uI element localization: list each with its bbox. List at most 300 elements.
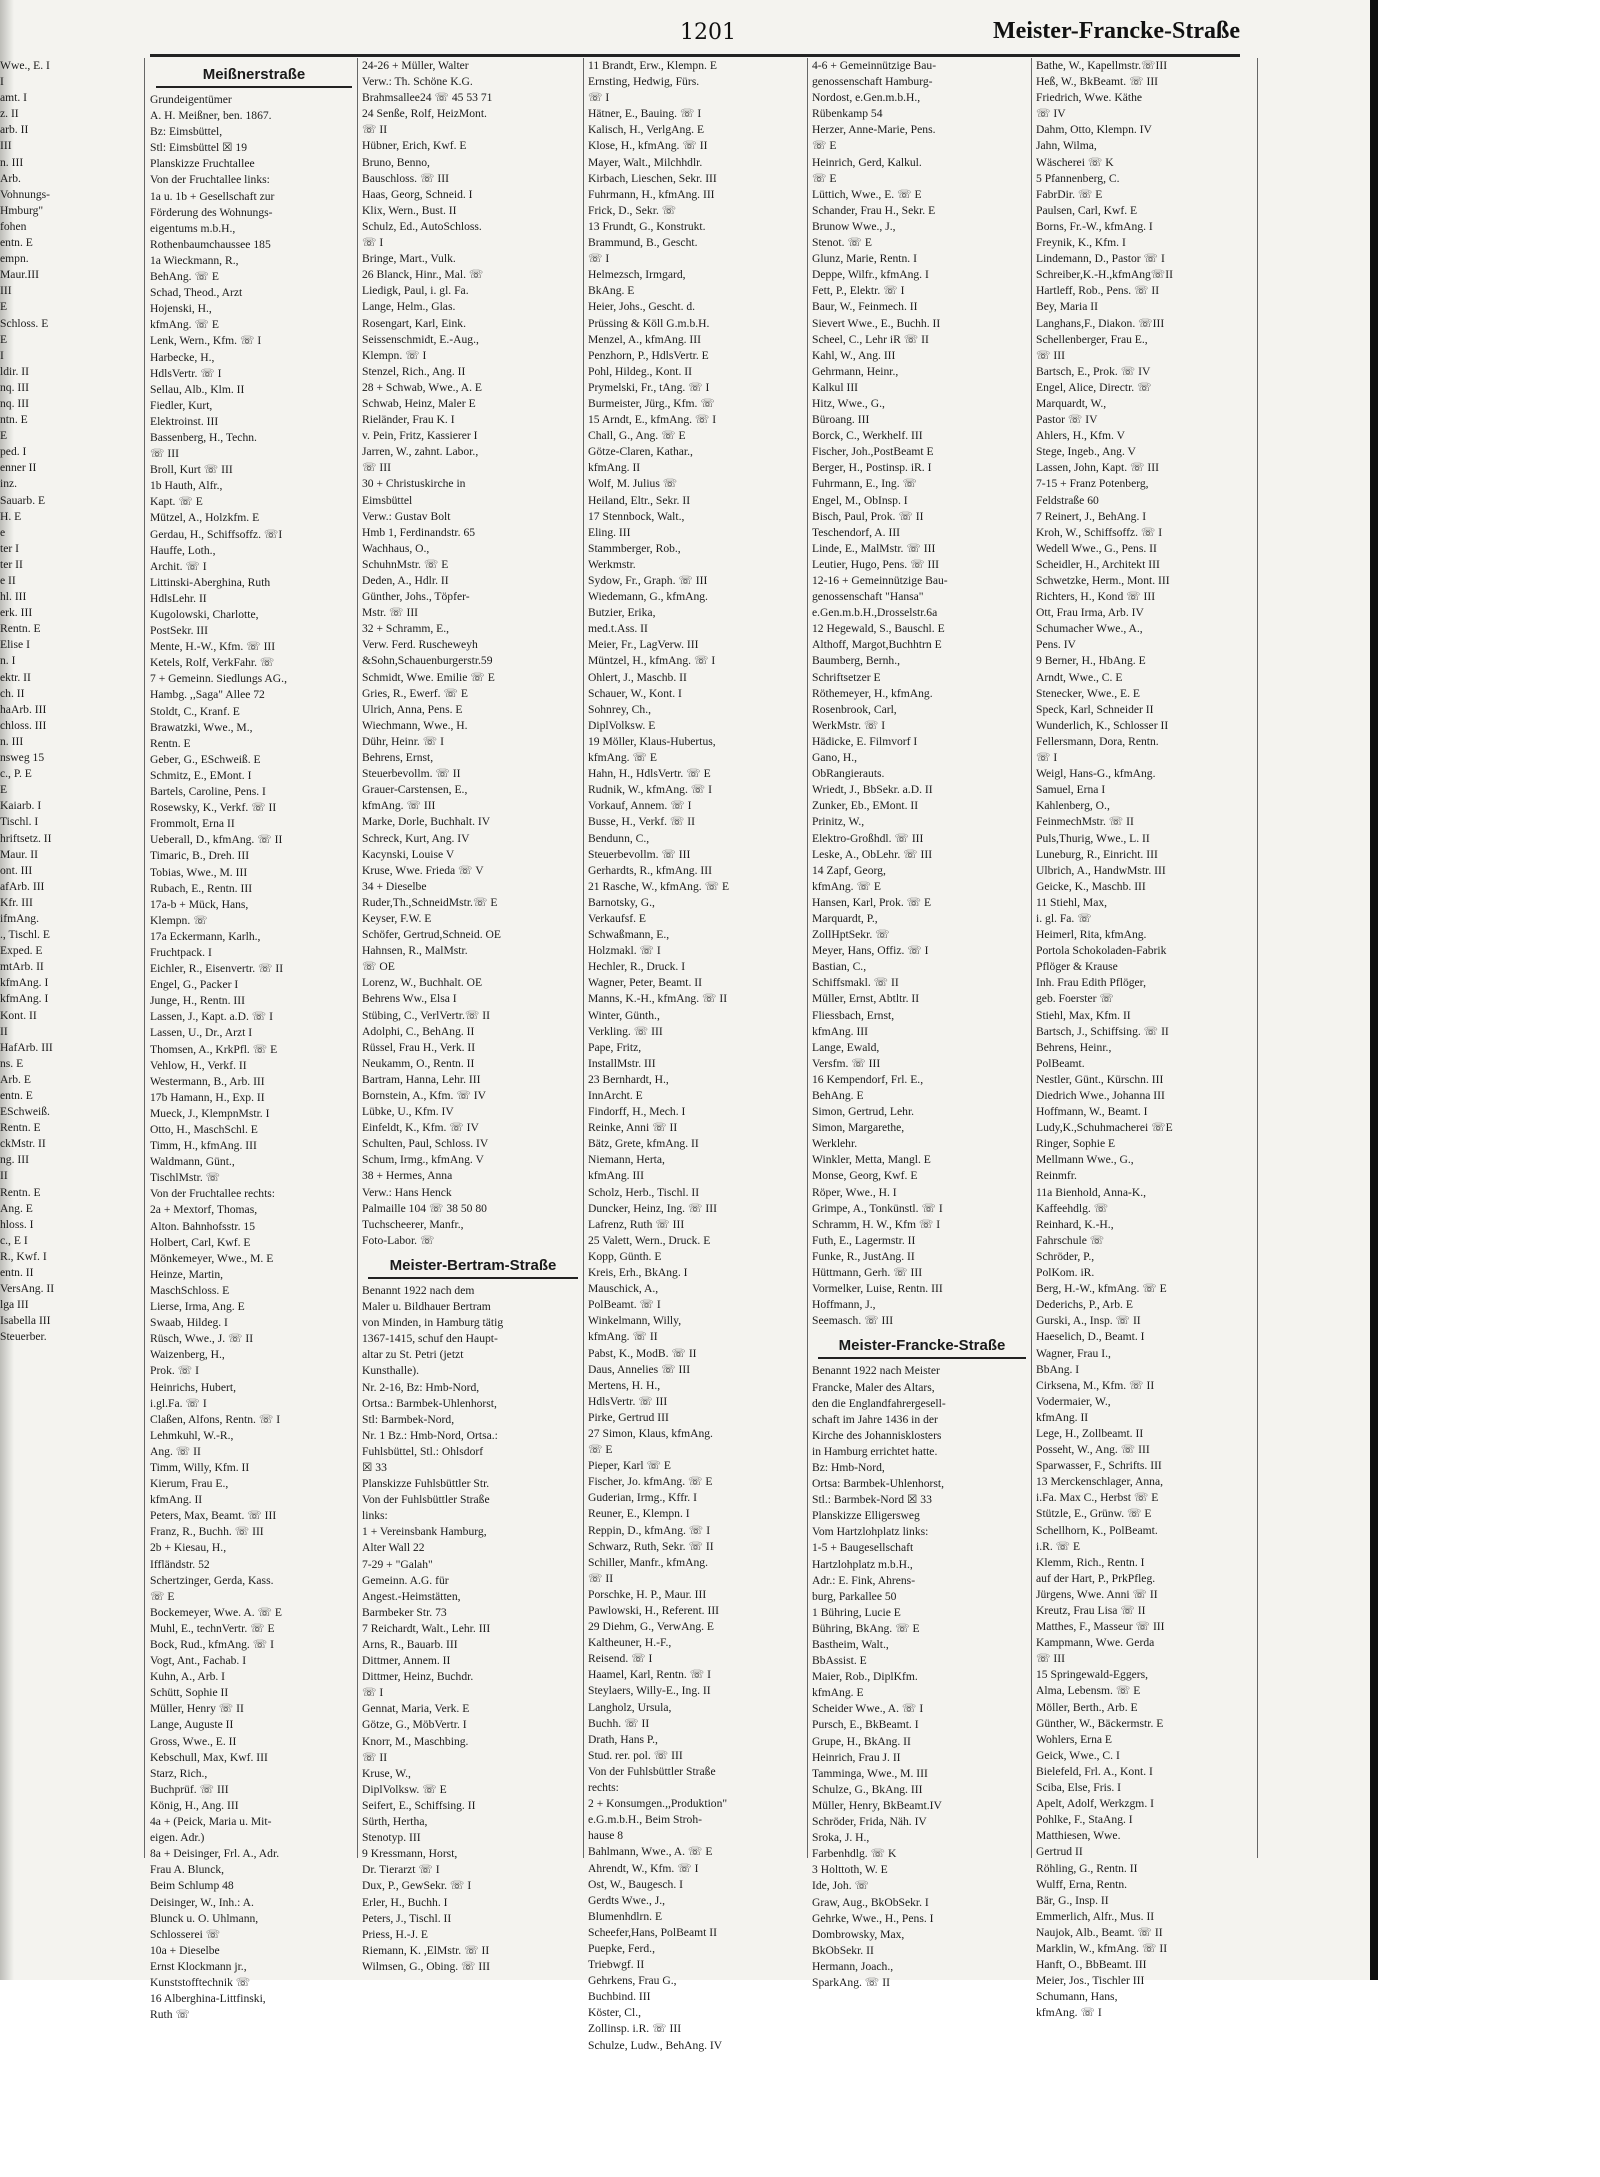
directory-entry: Lange, Helm., Glas. bbox=[362, 300, 456, 314]
street-heading: Meister-Bertram-Straße bbox=[368, 1255, 578, 1279]
directory-entry: n. I bbox=[0, 654, 16, 668]
directory-entry: 1 Bühring, Lucie E bbox=[812, 1605, 901, 1619]
directory-entry: kfmAng. ☏ E bbox=[588, 751, 657, 765]
directory-entry: Reinke, Anni ☏ II bbox=[588, 1121, 678, 1135]
directory-entry: Stud. rer. pol. ☏ III bbox=[588, 1748, 683, 1762]
directory-entry: Timm, Willy, Kfm. II bbox=[150, 1460, 250, 1474]
directory-entry: Marquardt, P., bbox=[812, 911, 878, 925]
directory-entry: eigentums m.b.H., bbox=[150, 221, 236, 235]
directory-entry: ☏ IV bbox=[1036, 107, 1066, 121]
column-meissnerstrasse bbox=[150, 58, 358, 2022]
directory-entry: Müller, Ernst, Abtltr. II bbox=[812, 992, 920, 1006]
directory-entry: Gerdau, H., Schiffsoffz. ☏I bbox=[150, 527, 283, 541]
directory-entry: Kunststofftechnik ☏ bbox=[150, 1975, 251, 1989]
directory-entry: Swaab, Hildeg. I bbox=[150, 1316, 228, 1330]
directory-entry: Ott, Frau Irma, Arb. IV bbox=[1036, 606, 1144, 620]
directory-entry: Langholz, Ursula, bbox=[588, 1700, 672, 1714]
directory-entry: Behrens, Heinr., bbox=[1036, 1040, 1112, 1054]
directory-entry: Waldmann, Günt., bbox=[150, 1155, 235, 1169]
directory-entry: Manns, K.-H., kfmAng. ☏ II bbox=[588, 992, 728, 1006]
directory-entry: Wolf, M. Julius ☏ bbox=[588, 477, 678, 491]
directory-entry: Ernsting, Hedwig, Fürs. bbox=[588, 75, 700, 89]
directory-entry: 13 Frundt, G., Konstrukt. bbox=[588, 219, 706, 233]
directory-entry: BbAssist. E bbox=[812, 1654, 867, 1668]
directory-entry: 29 Diehm, G., VerwAng. E bbox=[588, 1620, 715, 1634]
directory-entry: Leutier, Hugo, Pens. ☏ III bbox=[812, 557, 940, 571]
directory-entry: Stenecker, Wwe., E. E bbox=[1036, 686, 1140, 700]
directory-entry: Gertrud II bbox=[1036, 1845, 1083, 1859]
directory-entry: 7 Reinert, J., BehAng. I bbox=[1036, 509, 1147, 523]
directory-entry: n. III bbox=[0, 155, 24, 169]
directory-entry: Bey, Maria II bbox=[1036, 300, 1099, 314]
directory-entry: 2a + Mextorf, Thomas, bbox=[150, 1203, 258, 1217]
directory-entry: Kahlenberg, O., bbox=[1036, 799, 1110, 813]
directory-entry: Hädicke, E. Filmvorf I bbox=[812, 734, 918, 748]
directory-entry: Hartleff, Rob., Pens. ☏ II bbox=[1036, 284, 1160, 298]
directory-entry: Prymelski, Fr., tAng. ☏ I bbox=[588, 380, 710, 394]
directory-entry: Arns, R., Bauarb. III bbox=[362, 1638, 458, 1651]
directory-entry: 13 Merckenschlager, Anna, bbox=[1036, 1475, 1164, 1489]
directory-entry: Bastheim, Walt., bbox=[812, 1638, 889, 1651]
directory-entry: burg, Parkallee 50 bbox=[812, 1589, 897, 1603]
directory-entry: 1a u. 1b + Gesellschaft zur bbox=[150, 189, 275, 203]
directory-entry: Pursch, E., BkBeamt. I bbox=[812, 1718, 919, 1732]
directory-entry: kfmAng. ☏ II bbox=[588, 1330, 658, 1344]
page-number: 1201 bbox=[680, 20, 736, 45]
column-meister-francke bbox=[812, 58, 1032, 1989]
directory-entry: E bbox=[0, 783, 8, 797]
directory-entry: Ang. E bbox=[0, 1201, 33, 1215]
directory-entry: Gries, R., Ewerf. ☏ E bbox=[362, 686, 468, 700]
directory-entry: Rentn. E bbox=[150, 736, 191, 750]
directory-entry: Schumann, Hans, bbox=[1036, 1990, 1118, 2004]
directory-entry: Wäscherei ☏ K bbox=[1036, 155, 1114, 169]
directory-entry: 4a + (Peick, Maria u. Mit- bbox=[150, 1815, 272, 1829]
directory-entry: E bbox=[0, 300, 8, 314]
directory-entry: Mueck, J., KlempnMstr. I bbox=[150, 1106, 270, 1120]
directory-entry: Engel, Alice, Directr. ☏ bbox=[1036, 380, 1152, 394]
directory-entry: DiplVolksw. E bbox=[588, 718, 656, 732]
directory-entry: Wiechmann, Wwe., H. bbox=[362, 718, 468, 732]
directory-entry: Posseht, W., Ang. ☏ III bbox=[1036, 1443, 1150, 1457]
directory-entry: entn. E bbox=[0, 1089, 33, 1102]
directory-entry: e II bbox=[0, 574, 16, 587]
directory-entry: Maler u. Bildhauer Bertram bbox=[362, 1300, 491, 1314]
directory-entry: Jürgens, Wwe. Anni ☏ II bbox=[1036, 1587, 1158, 1601]
directory-entry: Kuhn, A., Arb. I bbox=[150, 1670, 226, 1684]
directory-entry: Sauarb. E bbox=[0, 493, 46, 507]
directory-entry: Bruno, Benno, bbox=[362, 155, 430, 169]
directory-entry: 17b Hamann, H., Exp. II bbox=[150, 1090, 265, 1104]
directory-entry: hriftsetz. II bbox=[0, 831, 52, 845]
directory-entry: Nordost, e.Gen.m.b.H., bbox=[812, 91, 921, 105]
directory-entry: Reppin, D., kfmAng. ☏ I bbox=[588, 1523, 711, 1537]
directory-entry: Adr.: E. Fink, Ahrens- bbox=[812, 1573, 916, 1587]
directory-entry: Ketels, Rolf, VerkFahr. ☏ bbox=[150, 656, 275, 670]
directory-entry: Förderung des Wohnungs- bbox=[150, 205, 273, 219]
directory-entry: 32 + Schramm, E., bbox=[362, 622, 450, 636]
directory-entry: Vogt, Ant., Fachab. I bbox=[150, 1654, 247, 1668]
directory-entry: Versfm. ☏ III bbox=[812, 1056, 881, 1070]
directory-entry: Geber, G., ESchweiß. E bbox=[150, 752, 261, 766]
directory-entry: HdlsVertr. ☏ I bbox=[150, 366, 222, 380]
directory-entry: Eling. III bbox=[588, 525, 631, 539]
directory-entry: Pabst, K., ModB. ☏ II bbox=[588, 1346, 697, 1360]
directory-entry: Erler, H., Buchh. I bbox=[362, 1895, 448, 1909]
directory-entry: Lierse, Irma, Ang. E bbox=[150, 1300, 245, 1314]
directory-entry: Ohlert, J., Maschb. II bbox=[588, 670, 687, 684]
directory-entry: Nestler, Günt., Kürschn. III bbox=[1036, 1072, 1164, 1086]
street-heading: Meißnerstraße bbox=[156, 64, 352, 88]
directory-entry: Apelt, Adolf, Werkzgm. I bbox=[1036, 1797, 1154, 1811]
directory-entry: Steylaers, Willy-E., Ing. II bbox=[588, 1684, 711, 1698]
directory-entry: Sparwasser, F., Schrifts. III bbox=[1036, 1459, 1162, 1473]
directory-entry: Lorenz, W., Buchhalt. OE bbox=[362, 976, 483, 990]
directory-entry: Kopp, Günth. E bbox=[588, 1249, 662, 1263]
directory-entry: Schulze, G., BkAng. III bbox=[812, 1782, 923, 1796]
directory-entry: Maur.III bbox=[0, 268, 39, 282]
directory-entry: Meier, Jos., Tischler III bbox=[1036, 1974, 1145, 1988]
directory-entry: Mellmann Wwe., G., bbox=[1036, 1153, 1134, 1167]
directory-entry: BbAng. I bbox=[1036, 1362, 1080, 1376]
directory-entry: Gano, H., bbox=[812, 751, 858, 765]
directory-entry: Frommolt, Erna II bbox=[150, 817, 235, 831]
directory-entry: Gemeinn. A.G. für bbox=[362, 1573, 449, 1587]
directory-entry: Scheider Wwe., A. ☏ I bbox=[812, 1702, 924, 1716]
directory-entry: Eichler, R., Eisenvertr. ☏ II bbox=[150, 962, 284, 976]
directory-entry: Lübke, U., Kfm. IV bbox=[362, 1105, 454, 1119]
directory-entry: 19 Möller, Klaus-Hubertus, bbox=[588, 734, 716, 748]
directory-entry: Lassen, U., Dr., Arzt I bbox=[150, 1026, 253, 1040]
directory-entry: Frau A. Blunck, bbox=[150, 1863, 225, 1877]
directory-entry: afArb. III bbox=[0, 879, 45, 893]
directory-entry: Stiehl, Max, Kfm. II bbox=[1036, 1008, 1131, 1022]
directory-entry: ☏ E bbox=[812, 139, 837, 153]
directory-entry: Althoff, Margot,Buchhtrn E bbox=[812, 638, 942, 652]
directory-entry: z. II bbox=[0, 107, 19, 121]
directory-entry: Ahlers, H., Kfm. V bbox=[1036, 429, 1125, 443]
directory-entry: Hätner, E., Bauing. ☏ I bbox=[588, 107, 702, 121]
directory-entry: Speck, Karl, Schneider II bbox=[1036, 702, 1154, 716]
directory-entry: Rieländer, Frau K. I bbox=[362, 413, 455, 427]
directory-entry: Farbenhdlg. ☏ K bbox=[812, 1847, 897, 1861]
directory-entry: Schreck, Kurt, Ang. IV bbox=[362, 831, 470, 845]
directory-entry: Wunderlich, K., Schlosser II bbox=[1036, 718, 1169, 732]
directory-entry: Nr. 1 Bz.: Hmb-Nord, Ortsa.: bbox=[362, 1428, 498, 1442]
directory-entry: Müller, Henry, BkBeamt.IV bbox=[812, 1798, 942, 1812]
directory-entry: Marquardt, W., bbox=[1036, 396, 1107, 410]
directory-entry: Pohl, Hildeg., Kont. II bbox=[588, 364, 693, 378]
directory-entry: Lüttich, Wwe., E. ☏ E bbox=[812, 187, 922, 201]
directory-entry: Schulze, Ludw., BehAng. IV bbox=[588, 2038, 723, 2052]
directory-entry: Berg, H.-W., kfmAng. ☏ E bbox=[1036, 1282, 1167, 1296]
directory-entry: Menzel, A., kfmAng. III bbox=[588, 332, 702, 346]
directory-entry: ☏ I bbox=[362, 1686, 384, 1700]
directory-entry: 1b Hauth, Alfr., bbox=[150, 479, 223, 493]
directory-entry: Ueberall, D., kfmAng. ☏ II bbox=[150, 833, 283, 847]
running-head: Meister-Francke-Straße bbox=[992, 18, 1240, 44]
directory-entry: Rosewsky, K., Verkf. ☏ II bbox=[150, 801, 277, 815]
directory-entry: Ulbrich, A., HandwMstr. III bbox=[1036, 863, 1166, 877]
directory-entry: Mayer, Walt., Milchhdlr. bbox=[588, 155, 703, 169]
directory-entry: Franz, R., Buchh. ☏ III bbox=[150, 1525, 264, 1539]
directory-entry: ☏ II bbox=[362, 1750, 388, 1764]
directory-entry: Pieper, Karl ☏ E bbox=[588, 1459, 671, 1473]
directory-entry: Brahmsallee24 ☏ 45 53 71 bbox=[362, 91, 493, 105]
directory-entry: Rentn. E bbox=[0, 622, 41, 636]
directory-entry: Palmaille 104 ☏ 38 50 80 bbox=[362, 1201, 487, 1215]
directory-entry: Ringer, Sophie E bbox=[1036, 1137, 1116, 1151]
directory-entry: Ortsa: Barmbek-Uhlenhorst, bbox=[812, 1477, 945, 1491]
directory-entry: Muhl, E., technVertr. ☏ E bbox=[150, 1621, 275, 1635]
directory-entry: Von der Fuhlsbüttler Straße bbox=[362, 1493, 490, 1507]
directory-entry: Dahm, Otto, Klempn. IV bbox=[1036, 123, 1152, 137]
directory-entry: Grupe, H., BkAng. II bbox=[812, 1734, 911, 1748]
directory-entry: Bätz, Grete, kfmAng. II bbox=[588, 1137, 699, 1151]
directory-entry: Schiller, Manfr., kfmAng. bbox=[588, 1555, 708, 1569]
directory-entry: Möller, Berth., Arb. E bbox=[1036, 1700, 1138, 1714]
directory-entry: Monse, Georg, Kwf. E bbox=[812, 1169, 918, 1183]
directory-entry: HdlsVertr. ☏ III bbox=[588, 1394, 668, 1408]
directory-entry: Barnotsky, G., bbox=[588, 895, 655, 909]
directory-entry: med.t.Ass. II bbox=[588, 622, 648, 636]
directory-entry: Kahl, W., Ang. III bbox=[812, 348, 896, 362]
directory-entry: Wagner, Peter, Beamt. II bbox=[588, 976, 703, 990]
directory-entry: in Hamburg errichtet hatte. bbox=[812, 1444, 938, 1458]
directory-entry: Verw.: Th. Schöne K.G. bbox=[362, 75, 473, 89]
directory-entry: Langhans,F., Diakon. ☏III bbox=[1036, 316, 1165, 330]
directory-entry: Stl: Eimsbüttel ☒ 19 bbox=[150, 141, 248, 155]
directory-entry: e bbox=[0, 525, 6, 539]
directory-entry: Stenotyp. III bbox=[362, 1831, 421, 1845]
directory-entry: Müntzel, H., kfmAng. ☏ I bbox=[588, 654, 716, 668]
directory-entry: ped. I bbox=[0, 445, 27, 459]
directory-entry: Klempn. ☏ bbox=[150, 913, 208, 927]
directory-entry: Rosengart, Karl, Eink. bbox=[362, 316, 466, 330]
directory-entry: 7-29 + "Galah" bbox=[362, 1557, 433, 1571]
directory-entry: Barmbeker Str. 73 bbox=[362, 1605, 447, 1619]
directory-entry: Schulten, Paul, Schloss. IV bbox=[362, 1137, 489, 1151]
directory-entry: Heß, W., BkBeamt. ☏ III bbox=[1036, 75, 1159, 89]
directory-entry: Fischer, Joh.,PostBeamt E bbox=[812, 445, 934, 459]
directory-entry: Klempn. ☏ I bbox=[362, 348, 427, 362]
directory-entry: entn. II bbox=[0, 1266, 34, 1280]
directory-entry: Wachhaus, O., bbox=[362, 541, 430, 555]
directory-entry: Inh. Frau Edith Pflöger, bbox=[1036, 976, 1146, 990]
directory-entry: kfmAng. ☏ E bbox=[150, 318, 219, 332]
directory-entry: BkAng. E bbox=[588, 284, 635, 298]
directory-entry: Grimpe, A., Tonkünstl. ☏ I bbox=[812, 1201, 943, 1215]
directory-entry: 17a Eckermann, Karlh., bbox=[150, 929, 261, 943]
directory-entry: Herzer, Anne-Marie, Pens. bbox=[812, 123, 936, 137]
directory-entry: mtArb. II bbox=[0, 960, 44, 974]
directory-entry: Rentn. E bbox=[0, 1185, 41, 1199]
directory-entry: Brawatzki, Wwe., M., bbox=[150, 720, 253, 734]
directory-entry: 12 Hegewald, S., Bauschl. E bbox=[812, 622, 945, 636]
directory-entry: Vorkauf, Annem. ☏ I bbox=[588, 799, 692, 813]
directory-entry: Neukamm, O., Rentn. II bbox=[362, 1056, 475, 1070]
directory-entry: Funke, R., JustAng. II bbox=[812, 1249, 915, 1263]
directory-entry: Ruth ☏ bbox=[150, 2008, 190, 2022]
directory-entry: Gerhardts, R., kfmAng. III bbox=[588, 863, 712, 877]
directory-entry: III bbox=[0, 284, 12, 298]
directory-entry: A. H. Meißner, ben. 1867. bbox=[150, 109, 272, 123]
directory-entry: Holzmakl. ☏ I bbox=[588, 944, 661, 958]
directory-entry: Sievert Wwe., E., Buchh. II bbox=[812, 316, 941, 330]
directory-entry: Claßen, Alfons, Rentn. ☏ I bbox=[150, 1412, 281, 1426]
directory-entry: Ost, W., Baugesch. I bbox=[588, 1877, 683, 1891]
directory-entry: Kreis, Erh., BkAng. I bbox=[588, 1266, 688, 1280]
directory-entry: Bisch, Paul, Prok. ☏ II bbox=[812, 509, 924, 523]
directory-entry: Gehrkens, Frau G., bbox=[588, 1974, 677, 1988]
directory-entry: ZollHptSekr. ☏ bbox=[812, 928, 890, 942]
directory-entry: Planskizze Fruchtallee bbox=[150, 157, 255, 171]
directory-entry: 7 Reichardt, Walt., Lehr. III bbox=[362, 1621, 491, 1635]
directory-entry: Waizenberg, H., bbox=[150, 1348, 225, 1362]
directory-entry: &Sohn,Schauenburgerstr.59 bbox=[362, 654, 493, 668]
directory-entry: Busse, H., Verkf. ☏ II bbox=[588, 815, 696, 829]
directory-entry: haArb. III bbox=[0, 702, 47, 716]
directory-entry: c., E I bbox=[0, 1233, 28, 1247]
directory-entry: Lege, H., Zollbeamt. II bbox=[1036, 1426, 1144, 1440]
directory-entry: Kroh, W., Schiffsoffz. ☏ I bbox=[1036, 525, 1163, 539]
directory-entry: Büroang. III bbox=[812, 413, 870, 427]
directory-entry: von Minden, in Hamburg tätig bbox=[362, 1316, 504, 1330]
directory-entry: 11a Bienhold, Anna-K., bbox=[1036, 1185, 1147, 1199]
directory-entry: Graw, Aug., BkObSekr. I bbox=[812, 1895, 929, 1909]
directory-entry: Zollinsp. i.R. ☏ III bbox=[588, 2022, 682, 2036]
directory-entry: 1a Wieckmann, R., bbox=[150, 253, 239, 267]
directory-entry: Guderian, Irmg., Kffr. I bbox=[588, 1491, 697, 1505]
directory-entry: 10a + Dieselbe bbox=[150, 1943, 220, 1957]
directory-entry: Hermann, Joach., bbox=[812, 1959, 894, 1973]
directory-entry: Mstr. ☏ III bbox=[362, 606, 419, 620]
directory-entry: FeinmechMstr. ☏ II bbox=[1036, 815, 1134, 829]
directory-entry: Hüttmann, Gerh. ☏ III bbox=[812, 1266, 923, 1280]
directory-entry: kfmAng. III bbox=[588, 1169, 645, 1183]
directory-entry: kfmAng. ☏ I bbox=[1036, 2006, 1102, 2020]
directory-entry: I bbox=[0, 348, 4, 362]
directory-entry: Elektroinst. III bbox=[150, 414, 219, 428]
directory-entry: Mützel, A., Holzkfm. E bbox=[150, 511, 260, 525]
directory-entry: Schmitz, E., EMont. I bbox=[150, 768, 252, 782]
directory-entry: Ide, Joh. ☏ bbox=[812, 1879, 870, 1893]
directory-entry: Rothenbaumchaussee 185 bbox=[150, 237, 271, 251]
directory-entry: Haas, Georg, Schneid. I bbox=[362, 187, 473, 201]
directory-entry: Fruchtpack. I bbox=[150, 945, 212, 959]
directory-entry: Hoffmann, J., bbox=[812, 1298, 876, 1312]
directory-entry: Isabella III bbox=[0, 1314, 51, 1328]
directory-entry: Borck, C., Werkhelf. III bbox=[812, 429, 923, 443]
directory-entry: erk. III bbox=[0, 606, 33, 620]
directory-entry: BehAng. E bbox=[812, 1089, 864, 1102]
directory-entry: hl. III bbox=[0, 590, 27, 604]
directory-entry: nq. III bbox=[0, 380, 29, 394]
directory-entry: nsweg 15 bbox=[0, 751, 45, 765]
directory-entry: kfmAng. I bbox=[0, 976, 49, 990]
directory-entry: Planskizze Fuhlsbüttler Str. bbox=[362, 1477, 490, 1491]
directory-entry: Seifert, E., Schiffsing. II bbox=[362, 1798, 476, 1812]
directory-entry: Kebschull, Max, Kwf. III bbox=[150, 1750, 268, 1764]
directory-entry: Hmb 1, Ferdinandstr. 65 bbox=[362, 525, 476, 539]
directory-entry: SparkAng. ☏ II bbox=[812, 1975, 890, 1989]
directory-entry: HdlsLehr. II bbox=[150, 591, 207, 605]
directory-entry: Kfr. III bbox=[0, 895, 33, 909]
directory-entry: I bbox=[0, 75, 4, 89]
directory-entry: Iffländstr. 52 bbox=[150, 1557, 210, 1571]
directory-entry: Triebwgf. II bbox=[588, 1958, 645, 1972]
directory-entry: Freynik, K., Kfm. I bbox=[1036, 236, 1126, 250]
directory-entry: Marklin, W., kfmAng. ☏ II bbox=[1036, 1941, 1168, 1955]
directory-entry: E bbox=[0, 332, 8, 346]
directory-entry: ☏ I bbox=[362, 236, 384, 250]
directory-entry: ter II bbox=[0, 557, 23, 571]
directory-entry: kfmAng. ☏ E bbox=[812, 879, 881, 893]
directory-entry: Ortsa.: Barmbek-Uhlenhorst, bbox=[362, 1396, 497, 1410]
directory-entry: 26 Blanck, Hinr., Mal. ☏ bbox=[362, 268, 484, 282]
directory-entry: Holbert, Carl, Kwf. E bbox=[150, 1235, 251, 1249]
directory-entry: Heinrich, Frau J. II bbox=[812, 1750, 901, 1764]
directory-entry: Schellhorn, K., PolBeamt. bbox=[1036, 1523, 1158, 1537]
directory-entry: Butzier, Erika, bbox=[588, 606, 656, 620]
directory-entry: Ludy,K.,Schuhmacherei ☏E bbox=[1036, 1121, 1173, 1135]
directory-entry: Timaric, B., Dreh. III bbox=[150, 849, 250, 863]
column-cut-left bbox=[0, 58, 145, 1858]
directory-entry: Götze-Claren, Kathar., bbox=[588, 445, 693, 459]
directory-entry: fohen bbox=[0, 219, 27, 233]
directory-entry: Kunsthalle). bbox=[362, 1364, 419, 1378]
directory-entry: ☏ III bbox=[1036, 1652, 1065, 1666]
directory-entry: Tamminga, Wwe., M. III bbox=[812, 1766, 928, 1780]
directory-entry: Schöfer, Gertrud,Schneid. OE bbox=[362, 928, 501, 942]
directory-entry: Dederichs, P., Arb. E bbox=[1036, 1298, 1133, 1312]
directory-entry: III bbox=[0, 139, 12, 153]
directory-entry: Schröder, Frida, Näh. IV bbox=[812, 1815, 927, 1829]
directory-entry: Sürth, Hertha, bbox=[362, 1815, 428, 1829]
directory-entry: 9 Berner, H., HbAng. E bbox=[1036, 654, 1146, 668]
directory-entry: Maur. II bbox=[0, 847, 38, 861]
directory-entry: Kierum, Frau E., bbox=[150, 1477, 229, 1491]
directory-entry: Matthiesen, Wwe. bbox=[1036, 1829, 1121, 1843]
directory-entry: hloss. I bbox=[0, 1217, 34, 1231]
directory-entry: Angest.-Heimstätten, bbox=[362, 1589, 461, 1603]
directory-entry: Schwaßmann, E., bbox=[588, 928, 670, 942]
directory-entry: Sohnrey, Ch., bbox=[588, 702, 652, 716]
directory-entry: ng. III bbox=[0, 1153, 29, 1167]
directory-entry: Dux, P., GewSekr. ☏ I bbox=[362, 1879, 472, 1893]
directory-entry: Kont. II bbox=[0, 1008, 37, 1022]
directory-entry: DiplVolksw. ☏ E bbox=[362, 1782, 447, 1796]
directory-entry: Scheel, C., Lehr iR ☏ II bbox=[812, 332, 929, 346]
directory-entry: Fiedler, Kurt, bbox=[150, 398, 213, 412]
directory-entry: Arb. E bbox=[0, 1072, 31, 1086]
directory-entry: II bbox=[0, 1169, 8, 1183]
directory-entry: Wilmsen, G., Obing. ☏ III bbox=[362, 1959, 491, 1973]
directory-entry: Bringe, Mart., Vulk. bbox=[362, 252, 456, 266]
directory-entry: Matthes, F., Masseur ☏ III bbox=[1036, 1620, 1165, 1634]
directory-entry: Wriedt, J., BbSekr. a.D. II bbox=[812, 783, 933, 797]
column-fuhlsbuettler bbox=[588, 58, 808, 2052]
directory-entry: kfmAng. II bbox=[1036, 1410, 1089, 1424]
directory-entry: Portola Schokoladen-Fabrik bbox=[1036, 944, 1167, 958]
directory-entry: Schlosserei ☏ bbox=[150, 1927, 221, 1941]
directory-entry: Bartsch, E., Prok. ☏ IV bbox=[1036, 364, 1151, 378]
directory-entry: 25 Valett, Wern., Druck. E bbox=[588, 1233, 711, 1247]
directory-entry: ☏ E bbox=[150, 1589, 175, 1603]
directory-entry: Engel, G., Packer I bbox=[150, 978, 239, 992]
directory-entry: Borns, Fr.-W., kfmAng. I bbox=[1036, 219, 1153, 233]
directory-entry: Scheefer,Hans, PolBeamt II bbox=[588, 1925, 717, 1939]
